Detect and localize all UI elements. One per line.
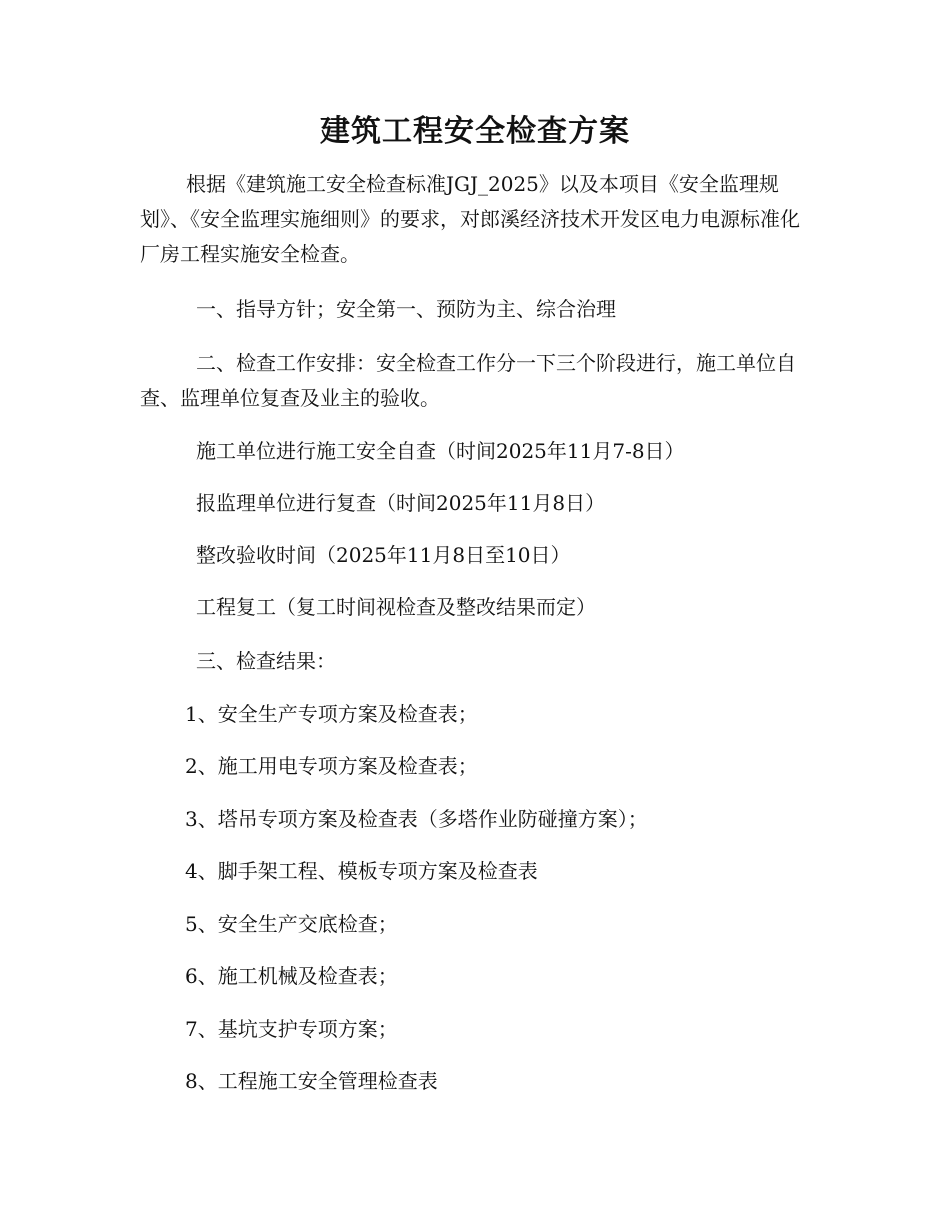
result-item: 6、施工机械及检查表；: [185, 964, 398, 988]
section-schedule-heading: 二、检查工作安排：安全检查工作分一下三个阶段进行，施工单位自查、监理单位复查及业主的验收。: [140, 351, 796, 410]
result-item: 4、脚手架工程、模板专项方案及检查表: [185, 859, 538, 883]
result-item: 7、基坑支护专项方案；: [185, 1017, 398, 1041]
document-title: 建筑工程安全检查方案: [320, 114, 630, 149]
section-guideline: 一、指导方针；安全第一、预防为主、综合治理: [196, 297, 616, 321]
schedule-item: 整改验收时间（2025年11月8日至10日）: [196, 543, 571, 567]
result-item: 5、安全生产交底检查；: [185, 912, 398, 936]
result-item: 3、塔吊专项方案及检查表（多塔作业防碰撞方案）；: [185, 807, 648, 831]
schedule-item: 工程复工（复工时间视检查及整改结果而定）: [196, 595, 596, 619]
result-item: 1、安全生产专项方案及检查表；: [185, 702, 478, 726]
result-item: 2、施工用电专项方案及检查表；: [185, 754, 478, 778]
section-results-heading: 三、检查结果：: [196, 649, 336, 673]
result-item: 8、工程施工安全管理检查表: [185, 1069, 438, 1093]
schedule-item: 施工单位进行施工安全自查（时间2025年11月7-8日）: [196, 439, 685, 463]
intro-paragraph: 根据《建筑施工安全检查标准JGJ_2025》以及本项目《安全监理规划》、《安全监理实施细则》的要求，对郎溪经济技术开发区电力电源标准化厂房工程实施安全检查。: [140, 172, 800, 266]
schedule-item: 报监理单位进行复查（时间2025年11月8日）: [196, 491, 606, 515]
